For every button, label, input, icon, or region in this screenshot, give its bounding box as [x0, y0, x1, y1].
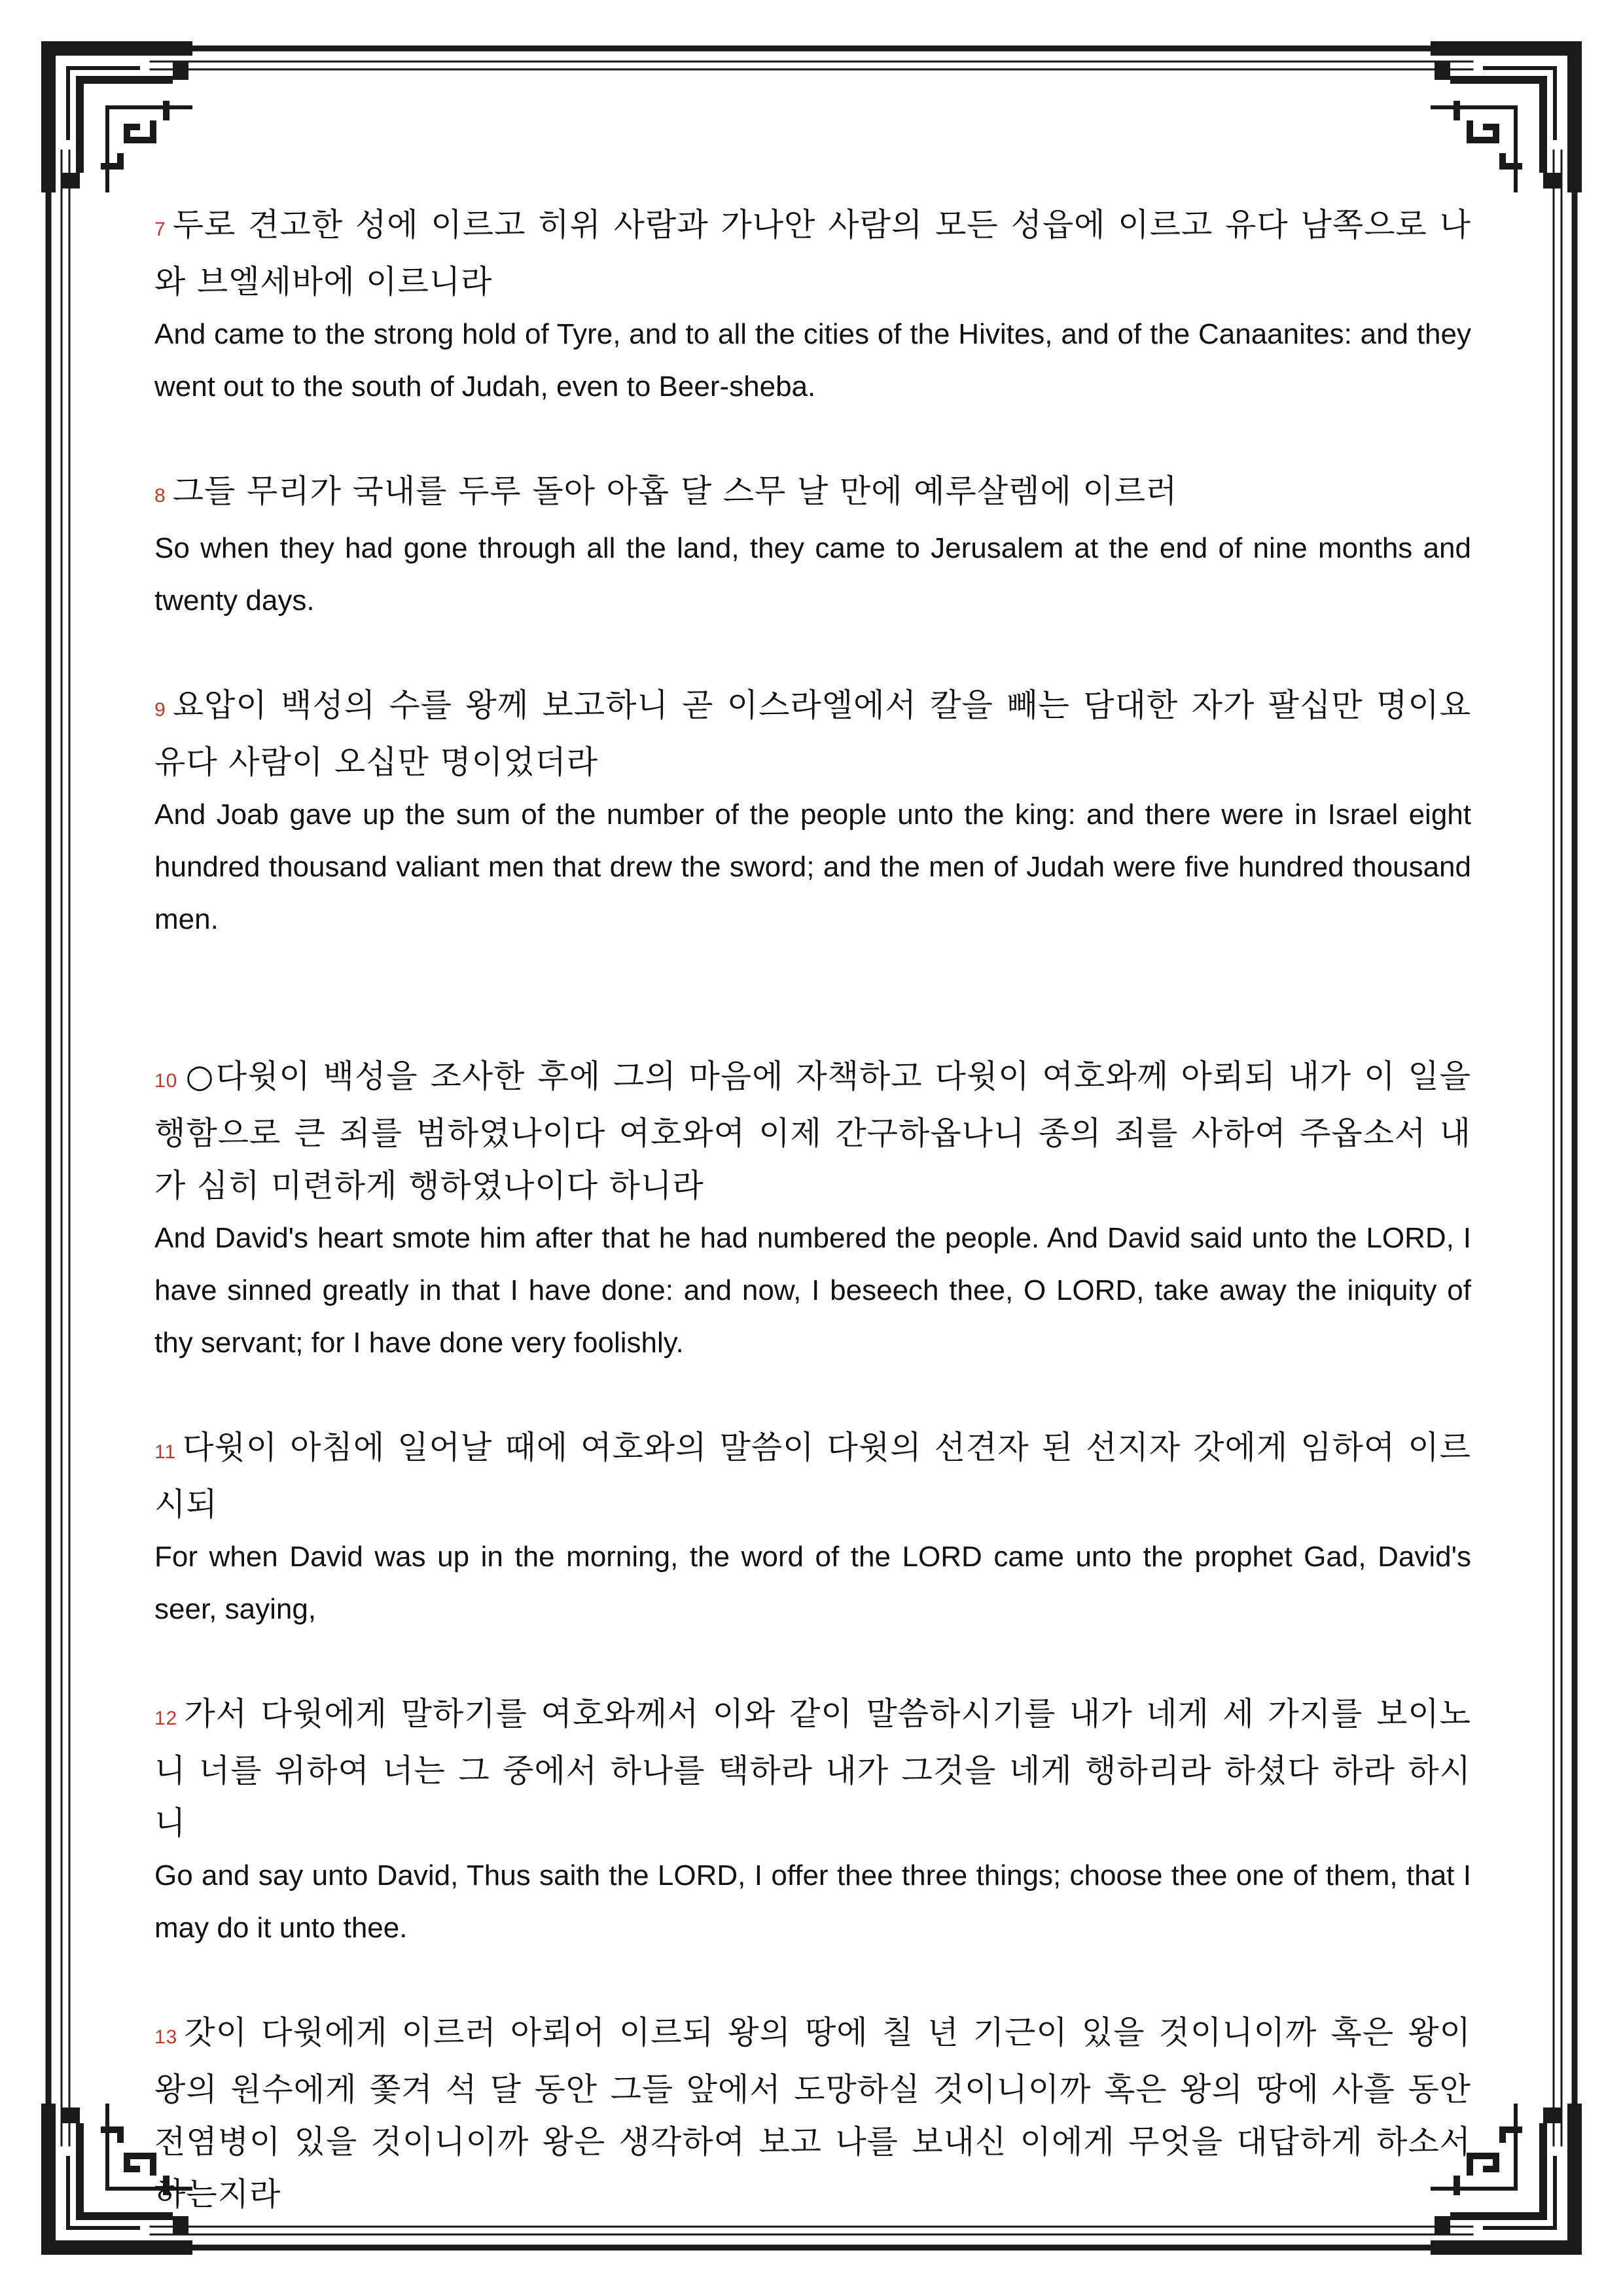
verse-english: And came to the strong hold of Tyre, and to all the cities of the Hivites, and of the Canaanites: and they went out to the south of Judah, even to Beer-sheba.	[154, 318, 1471, 403]
verse-10	[154, 1050, 1471, 1369]
verse-korean: 8 그들 무리가 국내를 두루 돌아 아홉 달 스무 날 만에 예루살렘에 이르러	[154, 473, 1178, 510]
verse-english: So when they had gone through all the land, they came to Jerusalem at the end of nine months and twenty days.	[154, 532, 1471, 617]
verse-number: 10	[154, 1070, 178, 1092]
verse-number: 13	[154, 2026, 178, 2048]
verse-7	[154, 199, 1471, 413]
verse-number: 12	[154, 1708, 178, 1729]
verse-english: And David's heart smote him after that he had numbered the people. And David said unto the LORD, I have sinned greatly in that I have done: and now, I beseech thee, O LORD, take away the iniquity of thy servant; for I have done very foolishly.	[154, 1222, 1471, 1359]
verse-number: 8	[154, 485, 166, 507]
verse-english: Go and say unto David, Thus saith the LORD, I offer thee three things; choose thee one of them, that I may do it unto thee.	[154, 1859, 1471, 1944]
verse-korean: 7 두로 견고한 성에 이르고 히위 사람과 가나안 사람의 모든 성읍에 이르고 유다 남쪽으로 나와 브엘세바에 이르니라	[154, 206, 1471, 300]
verse-13	[154, 2007, 1471, 2221]
verse-number: 9	[154, 699, 166, 721]
verse-korean: 10 ○다윗이 백성을 조사한 후에 그의 마음에 자책하고 다윗이 여호와께 아뢰되 내가 이 일을 행함으로 큰 죄를 범하였나이다 여호와여 이제 간구하옵나니 종의 죄를 사하여 주옵소서 내가 심히 미련하게 행하였나이다 하니라	[154, 1058, 1471, 1204]
verse-8	[154, 465, 1471, 627]
verse-11	[154, 1422, 1471, 1636]
verse-korean: 11 다윗이 아침에 일어날 때에 여호와의 말씀이 다윗의 선견자 된 선지자 갓에게 임하여 이르시되	[154, 1429, 1471, 1523]
verse-korean: 12 가서 다윗에게 말하기를 여호와께서 이와 같이 말씀하시기를 내가 네게 세 가지를 보이노니 너를 위하여 너는 그 중에서 하나를 택하라 내가 그것을 네게 행하리라 하셨다 하라 하시니	[154, 1695, 1471, 1842]
scripture-text	[154, 199, 1471, 2221]
verse-9	[154, 679, 1471, 946]
verse-korean: 13 갓이 다윗에게 이르러 아뢰어 이르되 왕의 땅에 칠 년 기근이 있을 것이니이까 혹은 왕이 왕의 원수에게 쫓겨 석 달 동안 그들 앞에서 도망하실 것이니이까 혹은 왕의 땅에 사흘 동안 전염병이 있을 것이니이까 왕은 생각하여 보고 나를 보내신 이에게 무엇을 대답하게 하소서 하는지라	[154, 2014, 1471, 2213]
verse-english: And Joab gave up the sum of the number of the people unto the king: and there were in Israel eight hundred thousand valiant men that drew the sword; and the men of Judah were five hundred thousand men.	[154, 798, 1471, 935]
verse-number: 7	[154, 219, 166, 240]
verse-korean: 9 요압이 백성의 수를 왕께 보고하니 곧 이스라엘에서 칼을 빼는 담대한 자가 팔십만 명이요 유다 사람이 오십만 명이었더라	[154, 687, 1471, 781]
verse-number: 11	[154, 1441, 177, 1463]
verse-12	[154, 1688, 1471, 1954]
verse-english: For when David was up in the morning, the word of the LORD came unto the prophet Gad, David's seer, saying,	[154, 1541, 1471, 1625]
